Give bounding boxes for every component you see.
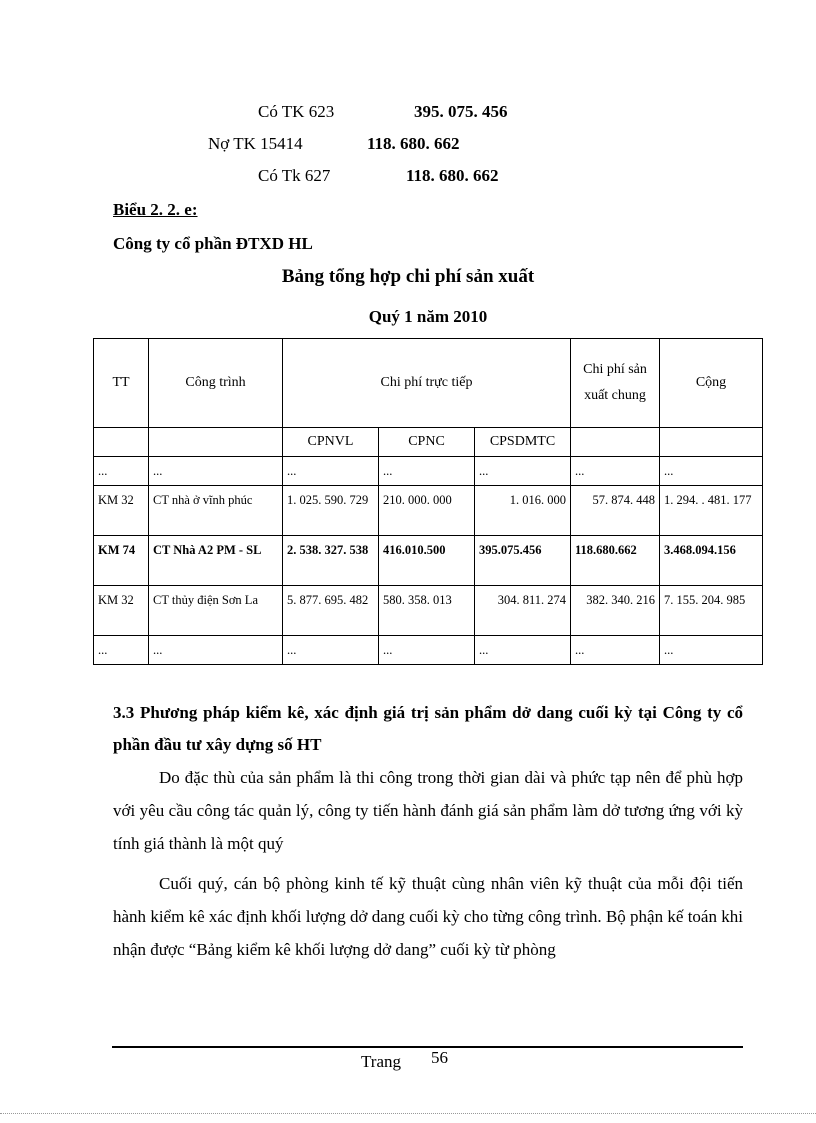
header-tt: TT <box>94 339 149 428</box>
cell-cpsxc: ... <box>571 636 660 665</box>
entry-label-1: Có TK 623 <box>258 102 335 121</box>
cell-tt: KM 32 <box>94 586 149 636</box>
cell-cong: 7. 155. 204. 985 <box>660 586 763 636</box>
table-row <box>94 586 763 636</box>
table-row <box>94 636 763 665</box>
footer-trang-label: Trang <box>361 1052 401 1071</box>
cell-cpnvl: 5. 877. 695. 482 <box>283 586 379 636</box>
section-heading: 3.3 Phương pháp kiểm kê, xác định giá trị sản phẩm dở dang cuối kỳ tại Công ty cổ phần đầu tư xây dựng số HT <box>113 703 743 754</box>
cell-cpnc: 416.010.500 <box>379 536 475 586</box>
subheader-empty <box>571 428 660 457</box>
cell-cpsdmtc: 304. 811. 274 <box>475 586 571 636</box>
subheader-empty <box>660 428 763 457</box>
entry-label-2: Nợ TK 15414 <box>208 134 303 153</box>
page-number: 56 <box>431 1048 448 1067</box>
cell-cpnvl: 1. 025. 590. 729 <box>283 486 379 536</box>
entry-amount-2: 118. 680. 662 <box>367 134 460 153</box>
cell-cpnvl: ... <box>283 457 379 486</box>
cell-cpsdmtc: 395.075.456 <box>475 536 571 586</box>
bieu-label: Biểu 2. 2. e: <box>113 200 198 219</box>
entry-amount-3: 118. 680. 662 <box>406 166 499 185</box>
table-title: Bảng tổng hợp chi phí sản xuất <box>281 266 535 287</box>
cell-cong: 1. 294. . 481. 177 <box>660 486 763 536</box>
cell-cpsxc: 382. 340. 216 <box>571 586 660 636</box>
subheader-cpnc: CPNC <box>379 428 475 457</box>
header-chi-phi-truc-tiep: Chi phí trực tiếp <box>283 339 571 428</box>
cell-cong-trinh: CT Nhà A2 PM - SL <box>149 536 283 586</box>
cell-cong: ... <box>660 457 763 486</box>
cell-cpsdmtc: 1. 016. 000 <box>475 486 571 536</box>
cell-cpsdmtc: ... <box>475 636 571 665</box>
cell-tt: KM 74 <box>94 536 149 586</box>
cell-cpnc: ... <box>379 457 475 486</box>
cell-cong: ... <box>660 636 763 665</box>
table-subheader-row <box>94 428 763 457</box>
table-row <box>94 536 763 586</box>
subheader-empty <box>94 428 149 457</box>
cell-cpnvl: 2. 538. 327. 538 <box>283 536 379 586</box>
paragraph-2: Cuối quý, cán bộ phòng kinh tế kỹ thuật cùng nhân viên kỹ thuật của mỗi đội tiến hành kiểm kê xác định khối lượng dở dang cuối kỳ cho từng công trình. Bộ phận kế toán khi nhận được “Bảng kiểm kê khối lượng dở dang” cuối kỳ từ phòng <box>113 874 743 959</box>
header-cong-trinh: Công trình <box>149 339 283 428</box>
table-header-row <box>94 339 763 428</box>
cell-cpsxc: 57. 874. 448 <box>571 486 660 536</box>
table-subtitle: Quý 1 năm 2010 <box>368 307 488 326</box>
table-row <box>94 457 763 486</box>
table-row <box>94 486 763 536</box>
cell-cong-trinh: CT nhà ở vĩnh phúc <box>149 486 283 536</box>
paragraph-1: Do đặc thù của sản phẩm là thi công trong thời gian dài và phức tạp nên để phù hợp với yêu cầu công tác quản lý, công ty tiến hành đánh giá sản phẩm làm dở tương ứng với kỳ tính giá thành là một quý <box>113 768 743 853</box>
header-cong: Cộng <box>660 339 763 428</box>
cost-summary-table <box>93 338 763 665</box>
cell-cpsdmtc: ... <box>475 457 571 486</box>
footer-rule <box>112 1046 743 1048</box>
cell-cpnvl: ... <box>283 636 379 665</box>
cell-cpsxc: 118.680.662 <box>571 536 660 586</box>
company-name: Công ty cổ phần ĐTXD HL <box>113 234 313 253</box>
cell-tt: ... <box>94 636 149 665</box>
subheader-empty <box>149 428 283 457</box>
entry-label-3: Có Tk 627 <box>258 166 331 185</box>
cell-cpnc: ... <box>379 636 475 665</box>
cell-cong-trinh: ... <box>149 636 283 665</box>
cell-cpnc: 580. 358. 013 <box>379 586 475 636</box>
entry-amount-1: 395. 075. 456 <box>414 102 508 121</box>
header-chi-phi-sxc: Chi phí sản xuất chung <box>571 339 660 428</box>
cell-cong: 3.468.094.156 <box>660 536 763 586</box>
cell-tt: KM 32 <box>94 486 149 536</box>
cell-cpnc: 210. 000. 000 <box>379 486 475 536</box>
cell-tt: ... <box>94 457 149 486</box>
subheader-cpnvl: CPNVL <box>283 428 379 457</box>
cell-cpsxc: ... <box>571 457 660 486</box>
subheader-cpsdmtc: CPSDMTC <box>475 428 571 457</box>
cell-cong-trinh: ... <box>149 457 283 486</box>
cell-cong-trinh: CT thủy điện Sơn La <box>149 586 283 636</box>
page-edge-divider <box>0 1113 816 1114</box>
